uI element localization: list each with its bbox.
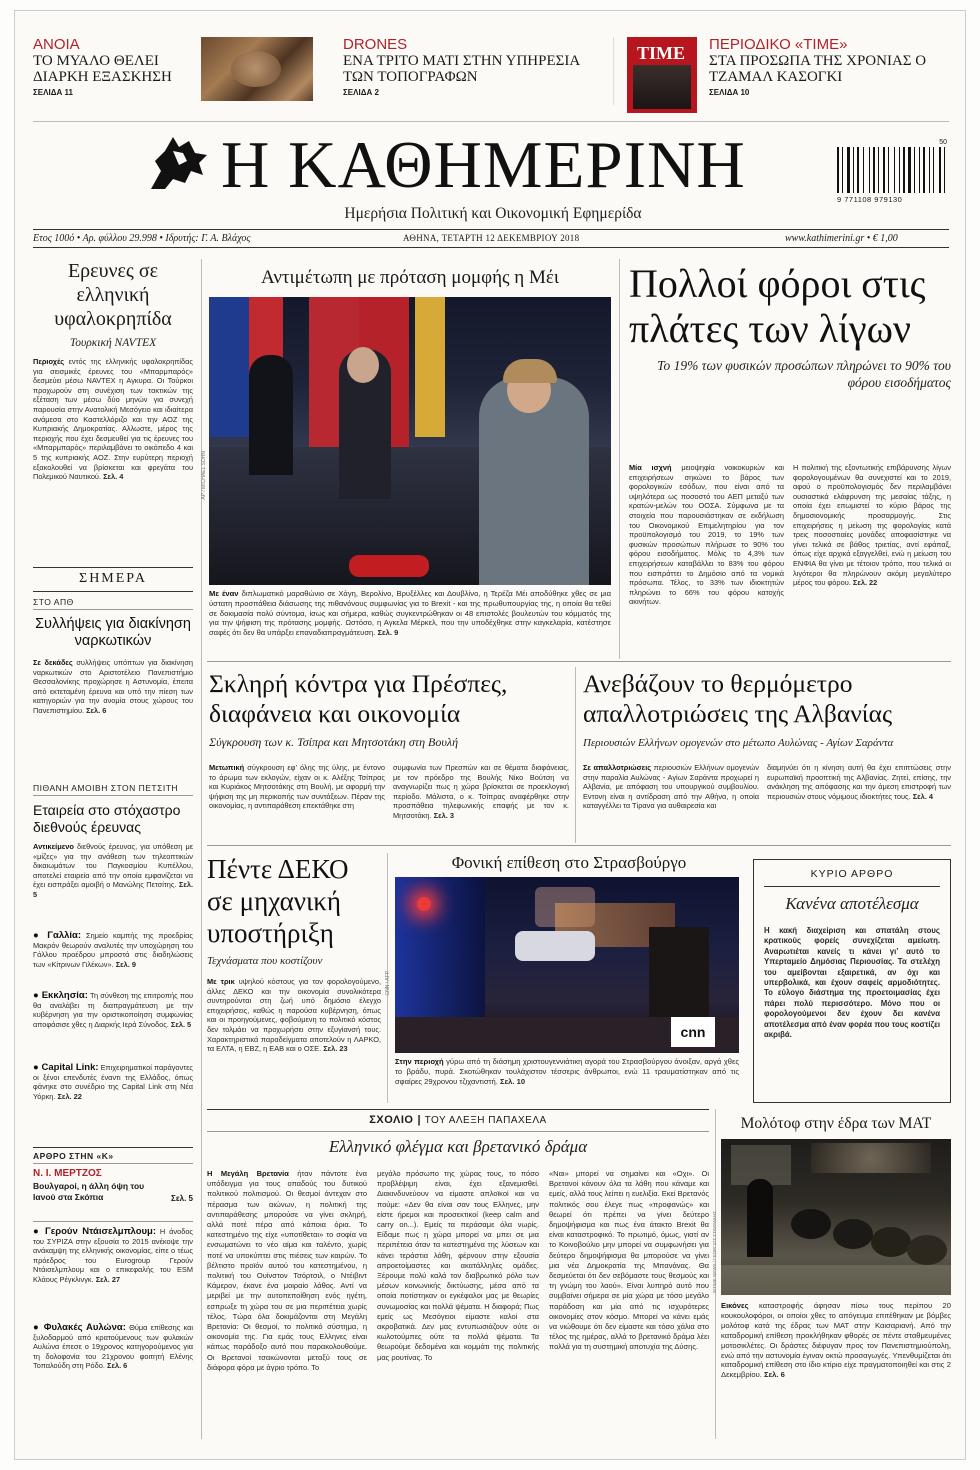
editorial-title: Κανένα αποτέλεσμα xyxy=(785,894,919,913)
bullet-capital-link[interactable]: ● Capital Link: Επιχειρηματικοί παράγοντες οι ξένοι επενδυτές έναντι της Ελλάδος, όπως φάνηκε στο συνέδριο της Capital Link στη Νέα Υόρκη. Σελ. 22 xyxy=(33,1063,193,1101)
barcode-bar xyxy=(869,147,870,193)
strasbourg-caption: Στην περιοχή γύρω από τη διάσημη χριστουγεννιάτικη αγορά του Στρασβούργου άνοιξαν, αργά χθες το βράδυ, πυρά. Σκοτώθηκαν τουλάχιστον τέσσερις άνθρωποι, ενώ 11 τραυματίστηκαν από τις σφαίρες 29χρονου τζιχαντιστή. Σελ. 10 xyxy=(395,1057,739,1086)
may-caption: Με έναν διπλωματικό μαραθώνιο σε Χάγη, Βερολίνο, Βρυξέλλες και Δουβλίνο, η Τερέζα Μέι αποδύθηκε χθες σε μια ύστατη προσπάθεια διάσωσης της πιθανόνους συμφωνίας για το Brexit - και της πρωθυπουργίας της, η οποία θα τεθεί σε δοκιμασία πολύ σύντομα, ίσως και σήμερα, καθώς συγκεντρώθηκαν οι 48 επιστολές βουλευτών του κόμματός της για την ψήφιση της πρότασης μομφής. Ωστόσο, η Αγκελα Μέρκελ, που την υποδέχθηκε στην καγκελαρία, κατέστησε σαφές ότι δεν θα υπάρξει επαναδιαπραγμάτευση. Σελ. 9 xyxy=(209,589,611,638)
teaser-label: ΠΕΡΙΟΔΙΚΟ «TIME» xyxy=(709,36,848,53)
infobar-website[interactable]: www.kathimerini.gr xyxy=(785,233,865,244)
taxes-headline: Πολλοί φόροι στις πλάτες των λίγων xyxy=(629,261,926,351)
prespes-story[interactable] xyxy=(209,669,569,750)
barcode-bar xyxy=(908,147,911,193)
teaser-ref: ΣΕΛΙΔΑ 11 xyxy=(33,88,73,97)
barcode-bar xyxy=(919,147,920,193)
left-lead-body: Περιοχές εντός της ελληνικής υφαλοκρηπίδας για σεισμικές έρευνες του «Μπαρμπαρός» δεσμεύει μέσω NAVTEX η Αγκυρα. Οι Τούρκοι προχωρούν στη συνέχιση των τακτικών της εξέταση των μέσω δύο μηνών για συνεχή παρουσία στην Ανατολική Μεσόγειο και ιδιαίτερα ανάμεσα στο Καστελλόριζο και την ΑΟΖ της Κυπριακής Δημοκρατίας. Αλλωστε, μέρος της περιοχής που έχει δεσμευθεί για τις έρευνες του «Μπαρμπαρός» περιλαμβάνει το οικόπεδο 4 και 5 της κυπριακής ΑΟΖ. Στην ευρύτερη περιοχή εξακολουθεί να βρίσκεται και φρεγάτα του Πολεμικού Ναυτικού. Σελ. 4 xyxy=(33,357,193,482)
simera-label: ΣΗΜΕΡΑ xyxy=(79,571,147,586)
prespes-body-col2: συμφωνία των Πρεσπών και σε θέματα διαφάνειας, με τον πρόεδρο της Βουλής Νίκο Βούτση να αναγνωρίζει πως η χώρα βρίσκεται σε προεκλογική περίοδο. Μάλιστα, ο κ. Τσίπρας αναφέρθηκε στην προσπάθεια τηλεφωνικής επαφής με τον κ. Μητσοτάκη. Σελ. 3 xyxy=(393,763,569,820)
opinion-ref: Σελ. 5 xyxy=(171,1194,193,1203)
prespes-body-col1: Μετωπική σύγκρουση εφ’ όλης της ύλης, με έντονο το άρωμα των εκλογών, είχαν οι κ. Αλέξης Τσίπρας και Κυριάκος Μητσοτάκης στη Βουλή, με αφορμή την ψήφιση της μη περικοπής των συντάξεων. Πέραν της οικονομίας, η αντιπαράθεση επεκτάθηκε στη xyxy=(209,763,385,811)
teaser-time-cover[interactable]: TIME xyxy=(627,37,697,113)
infobar-year: Ετος 100ό xyxy=(33,233,75,244)
albania-story[interactable] xyxy=(583,669,953,749)
section-kicker: ΠΙΘΑΝΗ ΑΜΟΙΒΗ ΣΤΟΝ ΠΕΤΣΙΤΗ xyxy=(33,783,179,793)
barcode-bar xyxy=(863,147,864,193)
barcode-bar xyxy=(883,147,885,193)
opinion-author: Ν. Ι. ΜΕΡΤΖΟΣ xyxy=(33,1168,102,1179)
left-section-petsitis[interactable] xyxy=(33,783,193,930)
section-body: Σε δεκάδες συλλήψεις υπόπτων για διακίνηση ναρκωτικών στο Αριστοτέλειο Πανεπιστήμιο Θεσσαλονίκης προχώρησε η Αστυνομία, έπειτα από εκτεταμένη έρευνα και υπό την πίεση των κατηγοριών για την ανομία στους χώρους του Πανεπιστημίου. Σελ. 6 xyxy=(33,658,193,715)
barcode-bar xyxy=(888,147,889,193)
infobar-issue: Αρ. φύλλου 29.998 xyxy=(82,233,157,244)
comment-author: ΤΟΥ ΑΛΕΞΗ ΠΑΠΑΧΕΛΑ xyxy=(424,1115,547,1126)
barcode-bar xyxy=(929,147,930,193)
strasbourg-headline[interactable]: Φονική επίθεση στο Στρασβούργο xyxy=(451,853,687,872)
albania-body-col1: Σε απαλλοτριώσεις περιουσιών Ελλήνων ομογενών στην παραλία Αυλώνας - Αγίων Σαράντα προχωρεί η Αλβανία, με απόφαση του υπουργικού συμβουλίου. Εντονη είναι η αντίδραση από την Αθήνα, η οποία καταγγέλλει τα Τίρανα για αυθαιρεσία και xyxy=(583,763,759,811)
albania-subhead: Περιουσιών Ελλήνων ομογενών στο μέτωπο Αυλώνας - Αγίων Σαράντα xyxy=(583,737,894,749)
opinion-label: ΑΡΘΡΟ ΣΤΗΝ «Κ» xyxy=(33,1151,114,1161)
albania-headline: Ανεβάζουν το θερμόμετρο απαλλοτριώσεις της Αλβανίας xyxy=(583,669,893,728)
barcode-bar xyxy=(899,147,900,193)
deko-headline: Πέντε ΔΕΚΟ σε μηχανική υποστήριξη xyxy=(207,854,349,948)
may-merkel-photo[interactable] xyxy=(209,297,611,585)
left-bullets xyxy=(33,931,193,1121)
barcode-bar xyxy=(903,147,905,193)
opinion-title: Βουλγαροί, η άλλη όψη του Ιανού στα Σκόπια xyxy=(33,1181,145,1202)
comment-body-col2: μεγάλο πρόσωπο της χώρας τους, το πόσο προβλέψιμη είναι, έχει εξανεμισθεί. Διακινδυνεύουν να είμαστε απλοϊκοί και να πούμε: «Δεν θα είναι σαν τους Ελληνες, μην είστε ήρεμοι και προσεκτικοί (keep calm and carry on...). Εμείς τα περάσαμε όλα νωρίς. Είδαμε πως η χώρα μπορεί να μπει σε μια περιπέτεια όταν τα κατεστημένα της λύσεων και κάνει τεράστια λάθη, φέρνουν στην εξουσία απροετοίμαστες και ακατάλληλες ομάδες. Ξέρουμε πολύ καλά τον διαβρωτικό ρόλο των μέσων κοινωνικής δικτύωσης, μέσα από τα οποία ποτίστηκαν οι εγκέφαλοι μας με θεωρίες συνωμοσίας και πολλά ψέματα. Η διαφορά; Πως εμείς ως Μεσόγειοι είμαστε καλοί στα ακροβατικά. Δεν μας εντυπωσιάζουν ούτε οι κωλοτούμπες ούτε τα πολλά ψέματα. Τα θεωρούμε δεδομένα και κομμάτι της πολιτικής μας ρουτίνας. Το xyxy=(377,1169,539,1362)
left-opinion[interactable] xyxy=(33,1151,193,1203)
griffin-logo-icon xyxy=(143,131,213,197)
section-title: Συλλήψεις για διακίνηση ναρκωτικών xyxy=(35,616,191,649)
deko-story[interactable] xyxy=(207,853,381,1085)
editorial-box[interactable] xyxy=(753,859,951,1103)
comment-body-col1: Η Μεγάλη Βρετανία ήταν πάντοτε ένα υπόδειγμα για τους οπαδούς του δυτικού πολιτικού πολιτισμού. Οι θεσμοί άντεχαν στο πέρασμα των αιώνων, η πολιτική της αντιπαράθεσης μπορούσε να γίνει σκληρή, αλλά ποτέ πέρα από κάποια όρια. Το κατεστημένο της είχε «υποτίθεται» το σοφία να ενσωματώνει το νέο αίμα και ταλέντο, χωρίς ποτέ να υποκύπτει στις πιέσεις των καιρών. Το βέλτιστο προϊόν αυτού του κατεστημένου, η πολιτική του Ουίνστον Τσόρτσιλ, ο Ντέιβιντ Κάμερον, έκανε ένα μοιραίο λάθος. Αντί να μεριβεί με την αυτοπεποίθηση ενός ηγέτη, εσπρωξε τη χώρα του σε μια περιπέτεια χωρίς τέλος. Τώρα όλα δοκιμάζονται στη Μεγάλη Βρετανία: Οι θεσμοί, το πολιτικό σύστημα, η οικονομία της. Για εμάς τους Ελληνες είναι κάπως παράδοξο αυτό που παρακολουθούμε. Οι Βρετανοί τσακώνονται μεταξύ τους σε διάφορα φόρα με άγριο τρόπο. Το xyxy=(207,1169,367,1372)
newspaper-page xyxy=(14,10,966,1460)
deko-body: Με τρικ υψηλού κόστους για τον φορολογούμενο, άλλες ΔΕΚΟ και την οικονομία συνολικότερα συντηρούνται στη ζωή υπό δημόσιο έλεγχο επιχειρήσεις, καθώς η παρούσα κυβέρνηση, όπως και οι προηγούμενες, φοβούμενη το πολιτικό κόστος δεν τολμάει να προχωρήσει στην εξυγίανσή τους. Χαρακτηριστικά παραδείγματα αποτελούν η ΛΑΡΚΟ, τα ΕΛΤΑ, η ΕΒΖ, η ΕΑΒ και ο ΟΣΕ. Σελ. 23 xyxy=(207,977,381,1054)
editorial-body: Η κακή διαχείριση και σπατάλη στους κρατικούς φορείς συνεχίζεται αμείωτη. Αναρωτιέται κανείς τι κάνει γι’ αυτό το Υπερταμείο Δημόσιας Περιουσίας. Τα στελέχη του αμείβονται εξαιρετικά, αν όχι και υπερβολικά, και έχουν σαφείς αρμοδιότητες. Το εύλογο διάστημα της προετοιμασίας έχει πάρει πολύ περισσότερο. Μόνο που οι φορολογούμενοι δεν έχουν δει κανένα αποτέλεσμα από έναν φορέα που τους κοστίζει ακριβά. xyxy=(764,926,940,1040)
editorial-label: ΚΥΡΙΟ ΑΡΘΡΟ xyxy=(810,868,894,880)
comment-body-col3: «Ναι» μπορεί να σημαίνει και «Οχι». Οι Βρετανοί κάνουν όλα τα λάθη που κάναμε και εμείς, αλλά τους λείπει η ευελιξία. Εκεί Βρετανός πολιτικός σου έλεγε πως «προφανώς» και θεωρεί ότι πρέπει να γίνει δεύτερο δημοψήφισμα και πως ένα άτακτο Brexit θα είναι καταστροφικό. Το πρωτιμό, όμως, γιατί αν το Κοινοβούλιο μην μπορεί να συμφωνήσει για δεύτερο δημοψήφισμα θα μπορούσε να γίνει μια νέα Δημοκρατία της Μπανάνας. Θα δεσμεύεται ότι δεν σεβόμαστε τους θεσμούς και τη γνώμη του λαού». Είναι λυπηρό αυτό που συμβαίνει σήμερα σε μία χώρα με τόσο μεγάλο παράδοση και μία από τις ισχυρότερες οικονομίες στον κόσμο. Μπορεί να κάνει εμάς να νιώθουμε ότι δεν είμαστε και τόσο χάλια στο τέλος της ημέρας, αλλά το βρετανικό δράμα λέει πολλά για τη συστημική αποτυχία της Δύσης. xyxy=(549,1169,709,1352)
barcode-bar xyxy=(939,147,941,193)
barcode-bar xyxy=(842,147,843,193)
masthead-subtitle: Ημερήσια Πολιτική και Οικονομική Εφημερίδα xyxy=(344,205,642,222)
infobar-dateline: ΑΘΗΝΑ, ΤΕΤΑΡΤΗ 12 ΔΕΚΕΜΒΡΙΟΥ 2018 xyxy=(403,233,580,243)
bullet-dijsselbloem[interactable]: ● Γερούν Ντάισελμπλουμ: Η άνοδος του ΣΥΡΙΖΑ στην εξουσία το 2015 ανέκοψε την ανάκαμψη της ελληνικής οικονομίας, είπε ο τέως πρόεδρος του Eurogroup Γερούν Ντάισελμπλουμ και ο επικεφαλής του ESM Κλάους Ρέγκλινγκ. Σελ. 27 xyxy=(33,1227,193,1284)
taxes-story[interactable] xyxy=(629,261,951,391)
barcode-bar xyxy=(933,147,934,193)
teaser-ref: ΣΕΛΙΔΑ 10 xyxy=(709,88,750,97)
barcode-bar xyxy=(878,147,879,193)
teaser-title: ΤΟ ΜΥΑΛΟ ΘΕΛΕΙ ΔΙΑΡΚΗ ΕΞΑΣΚΗΣΗ xyxy=(33,53,172,85)
infobar-founder: Ιδρυτής: Γ. Α. Βλάχος xyxy=(165,233,251,244)
teaser-brain-image[interactable] xyxy=(201,37,313,101)
barcode-bar xyxy=(857,147,859,193)
teaser-time[interactable] xyxy=(709,37,959,97)
barcode-bar xyxy=(944,147,945,193)
barcode-bar xyxy=(923,147,925,193)
comment-label: ΣΧΟΛΙΟ xyxy=(369,1114,414,1126)
barcode-top-number: 50 xyxy=(939,139,947,146)
teaser-title: ΣΤΑ ΠΡΟΣΩΠΑ ΤΗΣ ΧΡΟΝΙΑΣ Ο ΤΖΑΜΑΛ ΚΑΣΟΓΚΙ xyxy=(709,53,927,85)
comment-label-row: ΣΧΟΛΙΟ | ΤΟΥ ΑΛΕΞΗ ΠΑΠΑΧΕΛΑ xyxy=(369,1114,547,1126)
barcode-number: 9 771108 979130 xyxy=(837,195,903,204)
barcode-bar xyxy=(914,147,915,193)
teaser-anoia[interactable] xyxy=(33,37,195,97)
barcode-bar xyxy=(853,147,854,193)
taxes-body-col1: Μία ισχνή μειοψηφία νοικοκυριών και επιχειρήσεων σηκώνει το βάρος των φορολογικών εσόδων, που είναι από τα υψηλότερα ως ποσοστό του ΑΕΠ μεταξύ των κρατών-μελών του ΟΟΣΑ. Σύμφωνα με τα στοιχεία που παρουσιάστηκαν σε εκδήλωση του Οικονομικού Επιμελητηρίου για τον προϋπολογισμό του 2019, το 19% των φυσικών προσώπων πλήρωσε το 90% του φόρου εισοδήματος. Μόλις το 4,3% των επιχειρήσεων καταβάλλει το 83% του φόρου που εισπράττει το Δημόσιο από τα νομικά πρόσωπα. Τέλος, το 33% των ιδιοκτητών πληρώνει το 66% του φόρου κατοχής ακινήτων. xyxy=(629,463,784,607)
albania-body-col2: διαμηνύει ότι η κίνηση αυτή θα έχει επιπτώσεις στην ευρωπαϊκή προοπτική της Αλβανίας. Ζητεί, επίσης, την ανάκληση της απόφασης και την άμεση επιστροφή των περιουσιών στους νόμιμους ιδιοκτήτες τους. Σελ. 4 xyxy=(767,763,951,801)
barcode-bar xyxy=(847,147,850,193)
left-bullets-2 xyxy=(33,1227,193,1403)
molotov-photo-credit: INTIME NEWS / ΓΕΩΡΓΙΟΣ ΣΤΑΥΡΑΚΗΣ xyxy=(712,1211,717,1294)
section-body: Αντικείμενο διεθνούς έρευνας, για υπόθεση με «μίζες» για την ανάθεση των τηλεοπτικών δικαιωμάτων του Παγκοσμίου Κυπέλλου, αποτελεί εταιρεία από την οποία εμφανίζεται να έχει εισπράξει αμοιβή ο Μανώλης Πετσίτης. Σελ. 5 xyxy=(33,842,193,899)
left-lead-title: Ερευνες σε ελληνική υφαλοκρηπίδα xyxy=(54,260,172,330)
prespes-headline: Σκληρή κόντρα για Πρέσπες, διαφάνεια και οικονομία xyxy=(209,669,508,728)
section-title: Εταιρεία στο στόχαστρο διεθνούς έρευνας xyxy=(33,802,181,835)
bullet-ekklisia[interactable]: ● Εκκλησία: Τη σύνθεση της επιτροπής που θα αναλάβει τη διαπραγμάτευση με την κυβέρνηση για την οριστικοποίηση συμφωνίας αποφάσισε χθες η Διαρκής Ιερά Σύνοδος. Σελ. 5 xyxy=(33,991,193,1029)
barcode-bar xyxy=(837,147,839,193)
strasbourg-photo-credit: CNN / AFP xyxy=(385,971,391,996)
molotov-caption: Εικόνες καταστροφής άφησαν πίσω τους περίπου 20 κουκουλοφόροι, οι οποίοι χθες το απόγευμα επιτέθηκαν με βόμβες μολότοφ κατά της έδρας των ΜΑΤ στην Καισαριανή. Από την καταδρομική επίθεση προκλήθηκαν φθορές σε πέντε σταθμευμένες μοτοσικλέτες. Οι δράστες διέφυγαν προς τον Πανεπιστημιούπολη, ενώ από την αστυνομία έγιναν οκτώ προσαγωγές. Υπενθυμίζεται ότι καταδρομική επίθεση στο ίδιο κτίριο είχε πραγματοποιηθεί και στις 2 Δεκεμβρίου. Σελ. 6 xyxy=(721,1301,951,1380)
taxes-subhead: Το 19% των φυσικών προσώπων πληρώνει το 90% του φόρου εισοδήματος xyxy=(657,358,951,390)
molotov-photo[interactable] xyxy=(721,1139,951,1295)
teaser-title: ΕΝΑ ΤΡΙΤΟ ΜΑΤΙ ΣΤΗΝ ΥΠΗΡΕΣΙΑ ΤΩΝ ΤΟΠΟΓΡΑΦΩΝ xyxy=(343,53,580,85)
may-headline[interactable]: Αντιμέτωπη με πρόταση μομφής η Μέι xyxy=(261,267,559,288)
section-kicker: ΣΤΟ ΑΠΘ xyxy=(33,597,74,607)
strasbourg-photo[interactable] xyxy=(395,877,739,1053)
deko-subhead: Τεχνάσματα που κοστίζουν xyxy=(207,955,323,967)
prespes-subhead: Σύγκρουση των κ. Τσίπρα και Μητσοτάκη στη Βουλή xyxy=(209,735,459,749)
left-section-apth[interactable] xyxy=(33,597,193,736)
molotov-headline[interactable]: Μολότοφ στην έδρα των ΜΑΤ xyxy=(740,1115,932,1132)
infobar-left: Ετος 100ό • Αρ. φύλλου 29.998 • Ιδρυτής: Γ. Α. Βλάχος xyxy=(33,233,251,244)
bullet-gallia[interactable]: ● Γαλλία: Σημείο καμπής της προεδρίας Μακρόν θεωρούν αναλυτές την υποχώρηση του Γάλλου προέδρου μπροστά στις διαδηλώσεις των «Κίτρινων Γιλέκων». Σελ. 9 xyxy=(33,931,193,969)
teaser-label: ΑΝΟΙΑ xyxy=(33,36,80,53)
left-lead-story[interactable] xyxy=(33,259,193,541)
comment-title[interactable]: Ελληνικό φλέγμα και βρετανικό δράμα xyxy=(328,1137,588,1156)
infobar-price: € 1,00 xyxy=(872,233,898,244)
teaser-drones[interactable] xyxy=(343,37,603,97)
barcode xyxy=(837,139,949,229)
barcode-bar xyxy=(873,147,875,193)
masthead-title: Η ΚΑΘΗΜΕΡΙΝΗ xyxy=(221,128,746,202)
teaser-ref: ΣΕΛΙΔΑ 2 xyxy=(343,88,379,97)
infobar-right: www.kathimerini.gr • € 1,00 xyxy=(785,233,898,244)
left-lead-sub: Τουρκική NAVTEX xyxy=(69,337,157,349)
barcode-bar xyxy=(894,147,895,193)
bullet-avlona[interactable]: ● Φυλακές Αυλώνα: Θύμα επίθεσης και ξυλοδαρμού από κρατούμενους των φυλακών Αυλώνα έπεσε ο 19χρονος κατηγορούμενος για τη δολοφονία του 21χρονου φοιτητή Ελένης Τοπαλούδη στη Ρόδο. Σελ. 6 xyxy=(33,1323,193,1371)
cnn-logo-icon: cnn xyxy=(671,1017,715,1047)
teaser-label: DRONES xyxy=(343,36,408,53)
taxes-body-col2: Η πολιτική της εξοντωτικής επιβάρυνσης λίγων φορολογουμένων θα συνεχιστεί και το 2019, αφού ο προϋπολογισμός δεν περιλαμβάνει ουσιαστικά ελάφρυνση της μεσαίας τάξης, η οποία έχει επωμιστεί το κύριο βάρος της δημοσιονομικής προσαρμογής. Στις επιχειρήσεις η μείωση της φορολογίας κατά τρεις ποσοστιαίες μονάδες αποφασίστηκε να γίνει τελικά σε βάθος τριετίας, αντί εφάπαξ, όπως είχε αρχικά εξαγγελθεί, ενώ η μείωση του ΕΝΦΙΑ θα γίνει με τέτοιον τρόπο, που τελικά οι λιγότεροι θα πληρώνουν ακόμη μεγαλύτερο μέρος του φόρου. Σελ. 22 xyxy=(793,463,951,588)
may-photo-credit: AP / MICHAEL SOHN xyxy=(201,451,207,500)
